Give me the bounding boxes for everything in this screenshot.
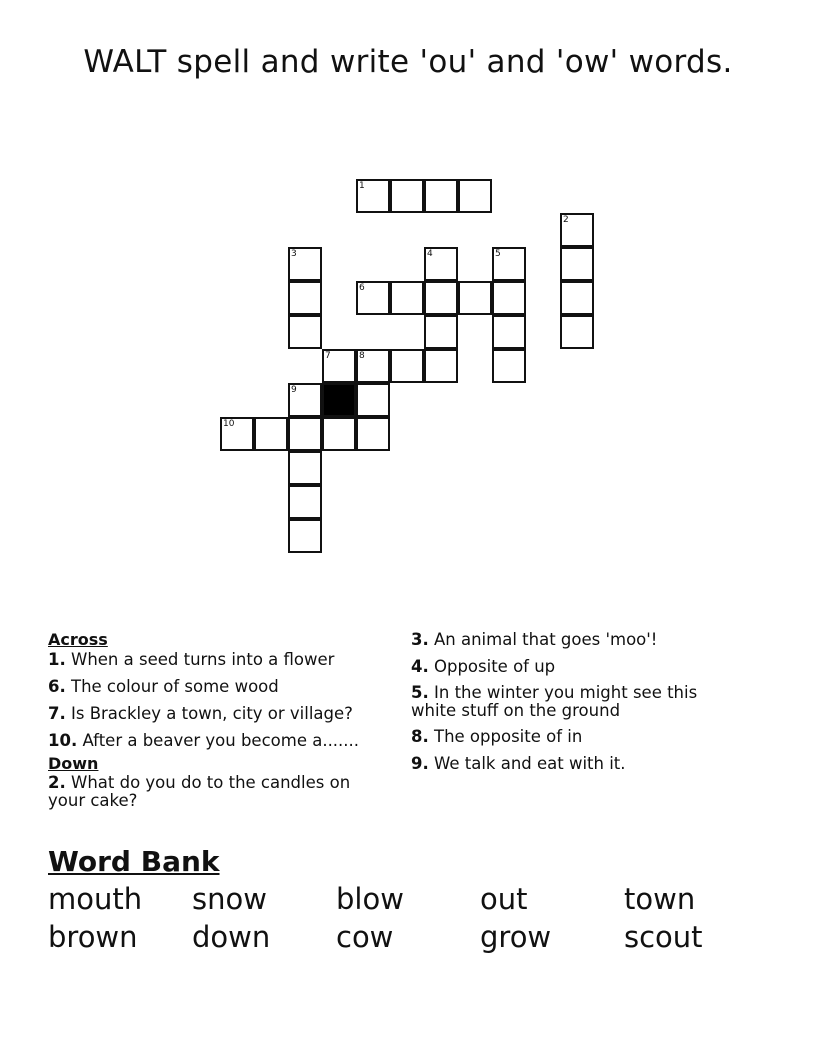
clue-text: Is Brackley a town, city or village? (71, 704, 353, 723)
crossword-cell[interactable] (356, 281, 390, 315)
crossword-cell[interactable] (254, 417, 288, 451)
crossword-cell[interactable] (356, 417, 390, 451)
cell-number: 10 (223, 419, 235, 429)
crossword-cell[interactable] (560, 213, 594, 247)
word-bank-word: mouth (48, 882, 143, 916)
word-bank-word: grow (480, 920, 552, 954)
crossword-cell[interactable] (288, 451, 322, 485)
clue-number: 7. (48, 704, 66, 723)
clue-text: The opposite of in (434, 727, 583, 746)
word-bank-word: cow (336, 920, 394, 954)
clue-down-3 (411, 630, 751, 650)
crossword-cell[interactable] (458, 281, 492, 315)
crossword-cell[interactable] (288, 485, 322, 519)
crossword-cell[interactable] (356, 383, 390, 417)
cell-number: 2 (563, 215, 569, 225)
cell-number: 8 (359, 351, 365, 361)
clue-text: When a seed turns into a flower (71, 650, 335, 669)
cell-number: 9 (291, 385, 297, 395)
crossword-cell[interactable] (288, 417, 322, 451)
clue-number: 3. (411, 630, 429, 649)
crossword-cell[interactable] (560, 315, 594, 349)
clue-text: An animal that goes 'moo'! (434, 630, 658, 649)
word-bank-word: town (624, 882, 696, 916)
word-bank-word: out (480, 882, 528, 916)
clue-number: 6. (48, 677, 66, 696)
clue-down-2 (48, 774, 388, 810)
crossword-cell[interactable] (288, 383, 322, 417)
clue-number: 5. (411, 683, 429, 702)
clue-number: 1. (48, 650, 66, 669)
cell-number: 5 (495, 249, 501, 259)
clue-down-5 (411, 684, 751, 720)
word-bank-word: snow (192, 882, 267, 916)
clue-across-10 (48, 731, 388, 751)
crossword-cell[interactable] (220, 417, 254, 451)
crossword-cell[interactable] (560, 247, 594, 281)
word-bank-word: down (192, 920, 271, 954)
clues-right-column (411, 630, 751, 781)
cell-number: 4 (427, 249, 433, 259)
clue-down-4 (411, 657, 751, 677)
cell-number: 3 (291, 249, 297, 259)
crossword-cell[interactable] (390, 281, 424, 315)
cell-number: 1 (359, 181, 365, 191)
clue-across-6 (48, 677, 388, 697)
clue-text: In the winter you might see this white stuff on the ground (411, 683, 698, 720)
crossword-cell[interactable] (356, 179, 390, 213)
cell-number: 7 (325, 351, 331, 361)
clue-number: 9. (411, 754, 429, 773)
crossword-cell[interactable] (492, 349, 526, 383)
clue-number: 2. (48, 773, 66, 792)
clue-number: 10. (48, 731, 78, 750)
crossword-cell[interactable] (356, 349, 390, 383)
crossword-cell[interactable] (492, 315, 526, 349)
crossword-cell[interactable] (288, 315, 322, 349)
crossword-cell[interactable] (424, 315, 458, 349)
crossword-cell[interactable] (390, 179, 424, 213)
crossword-cell[interactable] (492, 281, 526, 315)
word-bank-title: Word Bank (48, 845, 220, 878)
crossword-cell[interactable] (458, 179, 492, 213)
crossword-cell[interactable] (288, 519, 322, 553)
word-bank-word: scout (624, 920, 703, 954)
clue-down-8 (411, 727, 751, 747)
clue-text: The colour of some wood (71, 677, 279, 696)
crossword-cell[interactable] (390, 349, 424, 383)
crossword-cell[interactable] (322, 417, 356, 451)
clue-text: Opposite of up (434, 657, 556, 676)
clue-text: After a beaver you become a....... (82, 731, 360, 750)
crossword-cell[interactable] (424, 349, 458, 383)
cell-number: 6 (359, 283, 365, 293)
crossword-black-cell (322, 383, 356, 417)
crossword-cell[interactable] (560, 281, 594, 315)
clue-number: 8. (411, 727, 429, 746)
across-heading: Across (48, 630, 108, 649)
clues-left-column (48, 630, 388, 817)
word-bank-word: brown (48, 920, 138, 954)
clue-across-1 (48, 650, 388, 670)
crossword-cell[interactable] (424, 179, 458, 213)
crossword-cell[interactable] (322, 349, 356, 383)
word-bank-word: blow (336, 882, 404, 916)
clue-text: What do you do to the candles on your cake? (48, 773, 351, 810)
clue-number: 4. (411, 657, 429, 676)
crossword-cell[interactable] (288, 281, 322, 315)
crossword-cell[interactable] (424, 281, 458, 315)
clue-text: We talk and eat with it. (434, 754, 626, 773)
down-heading: Down (48, 754, 99, 773)
crossword-cell[interactable] (492, 247, 526, 281)
word-bank (48, 882, 768, 954)
clue-down-9 (411, 754, 751, 774)
clue-across-7 (48, 704, 388, 724)
worksheet-title: WALT spell and write 'ou' and 'ow' words. (83, 44, 733, 80)
crossword-cell[interactable] (288, 247, 322, 281)
crossword-cell[interactable] (424, 247, 458, 281)
